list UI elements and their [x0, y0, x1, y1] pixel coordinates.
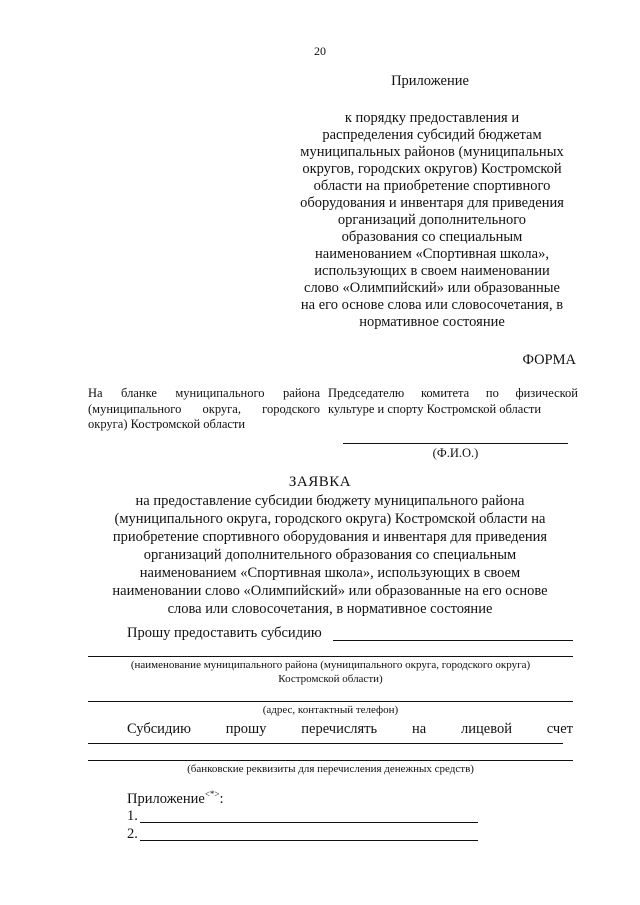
municipality-name-hint: [88, 658, 573, 686]
appendix-heading: Приложение: [391, 73, 469, 89]
bank-details-line[interactable]: [88, 760, 573, 761]
appendix-line: наименованием «Спортивная школа»,: [315, 246, 549, 262]
footnote-mark: <*>: [204, 789, 220, 799]
subtitle-line: на предоставление субсидии бюджету муниципального района: [135, 493, 525, 509]
appendix-line: слово «Олимпийский» или образованные: [304, 280, 560, 296]
appendix-line: к порядку предоставления и: [344, 110, 520, 126]
request-text: Прошу предоставить субсидию: [127, 625, 322, 641]
appendix-line: муниципальных районов (муниципальных: [300, 144, 564, 160]
application-title: ЗАЯВКА: [288, 474, 352, 490]
subtitle-line: слова или словосочетания, в нормативное состояние: [167, 601, 493, 617]
subtitle-line: наименованием «Спортивная школа», использующих в своем: [139, 565, 521, 581]
transfer-word: перечислять: [301, 721, 378, 737]
application-subtitle: [95, 492, 565, 618]
address-hint: (адрес, контактный телефон): [262, 704, 399, 716]
appendix-line: распределения субсидий бюджетам: [322, 127, 542, 143]
appendix-line: области на приобретение спортивного: [313, 178, 551, 194]
bank-details-hint: (банковские реквизиты для перечисления денежных средств): [187, 763, 474, 775]
form-label: ФОРМА: [522, 352, 576, 368]
appendix-line: оборудования и инвентаря для приведения: [300, 195, 564, 211]
attachments-label: [127, 789, 224, 808]
attachment-item-2: 2.: [127, 826, 138, 842]
attachments-colon: :: [219, 790, 224, 807]
attachments-word: Приложение: [127, 790, 205, 807]
appendix-line: использующих в своем наименовании: [314, 263, 550, 279]
subtitle-line: организаций дополнительного образования со специальным: [143, 547, 517, 563]
fio-blank-line[interactable]: [343, 443, 568, 444]
subtitle-line: (муниципального округа, городского округа) Костромской области на: [114, 511, 546, 527]
transfer-word: прошу: [225, 721, 267, 737]
address-phone-line[interactable]: [88, 701, 573, 702]
appendix-line: на его основе слова или словосочетания, в: [300, 297, 564, 313]
hint-line: Костромской области): [278, 673, 383, 685]
transfer-request: [127, 721, 573, 738]
municipality-name-line[interactable]: [88, 656, 573, 657]
subtitle-line: наименовании слово «Олимпийский» или образованные на его основе: [112, 583, 548, 599]
transfer-word: Субсидию: [127, 721, 191, 737]
subtitle-line: приобретение спортивного оборудования и инвентаря для приведения: [112, 529, 548, 545]
subsidy-amount-line[interactable]: [333, 640, 573, 641]
transfer-word: лицевой: [461, 721, 512, 737]
transfer-word: счет: [546, 721, 573, 737]
appendix-description: [288, 110, 576, 331]
attachment-line-2[interactable]: [140, 840, 478, 841]
fio-label: (Ф.И.О.): [432, 446, 479, 460]
hint-line: (наименование муниципального района (муниципального округа, городского округа): [130, 659, 531, 671]
addressee: Председателю комитета по физической культуре и спорту Костромской области: [328, 386, 578, 416]
appendix-line: нормативное состояние: [359, 314, 505, 330]
attachment-item-1: 1.: [127, 808, 138, 824]
appendix-line: образования со специальным: [341, 229, 523, 245]
appendix-line: организаций дополнительного: [337, 212, 527, 228]
appendix-line: округов, городских округов) Костромской: [302, 161, 562, 177]
page-number: 20: [314, 44, 326, 58]
letterhead-note: На бланке муниципального района (муниципального округа, городского округа) Костромской области: [88, 386, 320, 431]
attachment-line-1[interactable]: [140, 822, 478, 823]
transfer-word: на: [411, 721, 427, 737]
account-line[interactable]: [88, 743, 563, 744]
